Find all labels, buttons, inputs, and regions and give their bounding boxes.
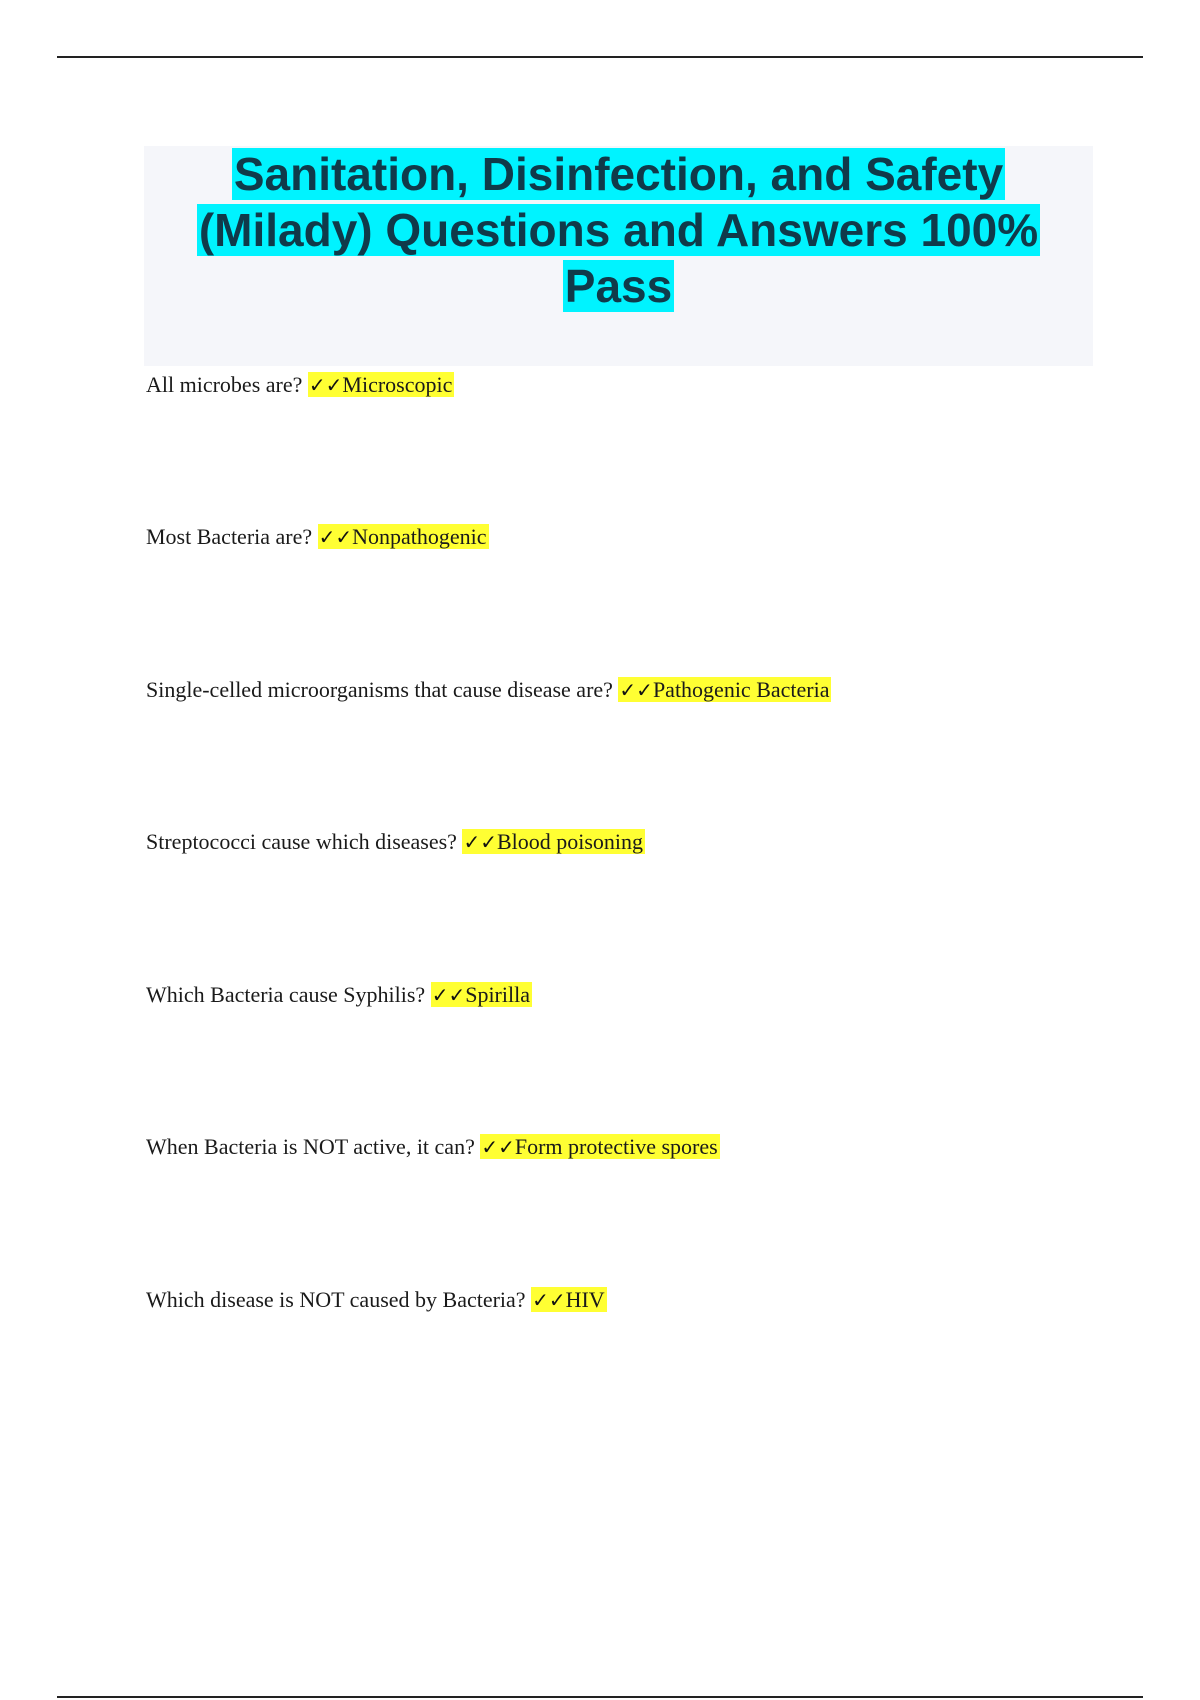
title-block [144,146,1093,366]
qa-item-5 [146,980,532,1010]
answer-text: Blood poisoning [496,829,644,854]
document-title-text: Sanitation, Disinfection, and Safety (Milady) Questions and Answers 100% Pass [198,148,1039,312]
answer-text: Microscopic [342,372,453,397]
qa-item-2 [146,522,489,552]
question-text: When Bacteria is NOT active, it can? [146,1134,475,1159]
question-text: Most Bacteria are? [146,524,313,549]
double-check-icon: ✓✓ [463,830,497,854]
double-check-icon: ✓✓ [619,678,653,702]
double-check-icon: ✓✓ [308,373,343,397]
question-text: Which disease is NOT caused by Bacteria? [146,1287,526,1312]
qa-item-3 [146,675,831,705]
answer-highlight [431,982,532,1007]
answer-text: Spirilla [465,982,530,1007]
answer-highlight [618,677,831,702]
header-rule [57,56,1143,58]
double-check-icon: ✓✓ [481,1135,515,1159]
answer-highlight [462,829,645,854]
answer-text: Form protective spores [514,1134,718,1159]
answer-highlight [318,524,489,549]
answer-text: Pathogenic Bacteria [652,677,830,702]
answer-text: HIV [565,1287,605,1312]
footer-rule [57,1696,1143,1698]
qa-item-4 [146,827,645,857]
double-check-icon: ✓✓ [431,983,466,1007]
question-text: All microbes are? [146,372,303,397]
answer-highlight [480,1134,719,1159]
double-check-icon: ✓✓ [318,525,353,549]
answer-highlight [531,1287,607,1312]
qa-item-7 [146,1285,607,1315]
qa-item-6 [146,1132,720,1162]
double-check-icon: ✓✓ [532,1288,566,1312]
qa-item-1 [146,370,454,400]
question-text: Single-celled microorganisms that cause disease are? [146,677,613,702]
question-text: Which Bacteria cause Syphilis? [146,982,426,1007]
answer-highlight [308,372,454,397]
question-text: Streptococci cause which diseases? [146,829,457,854]
answer-text: Nonpathogenic [352,524,487,549]
document-title [144,146,1093,314]
